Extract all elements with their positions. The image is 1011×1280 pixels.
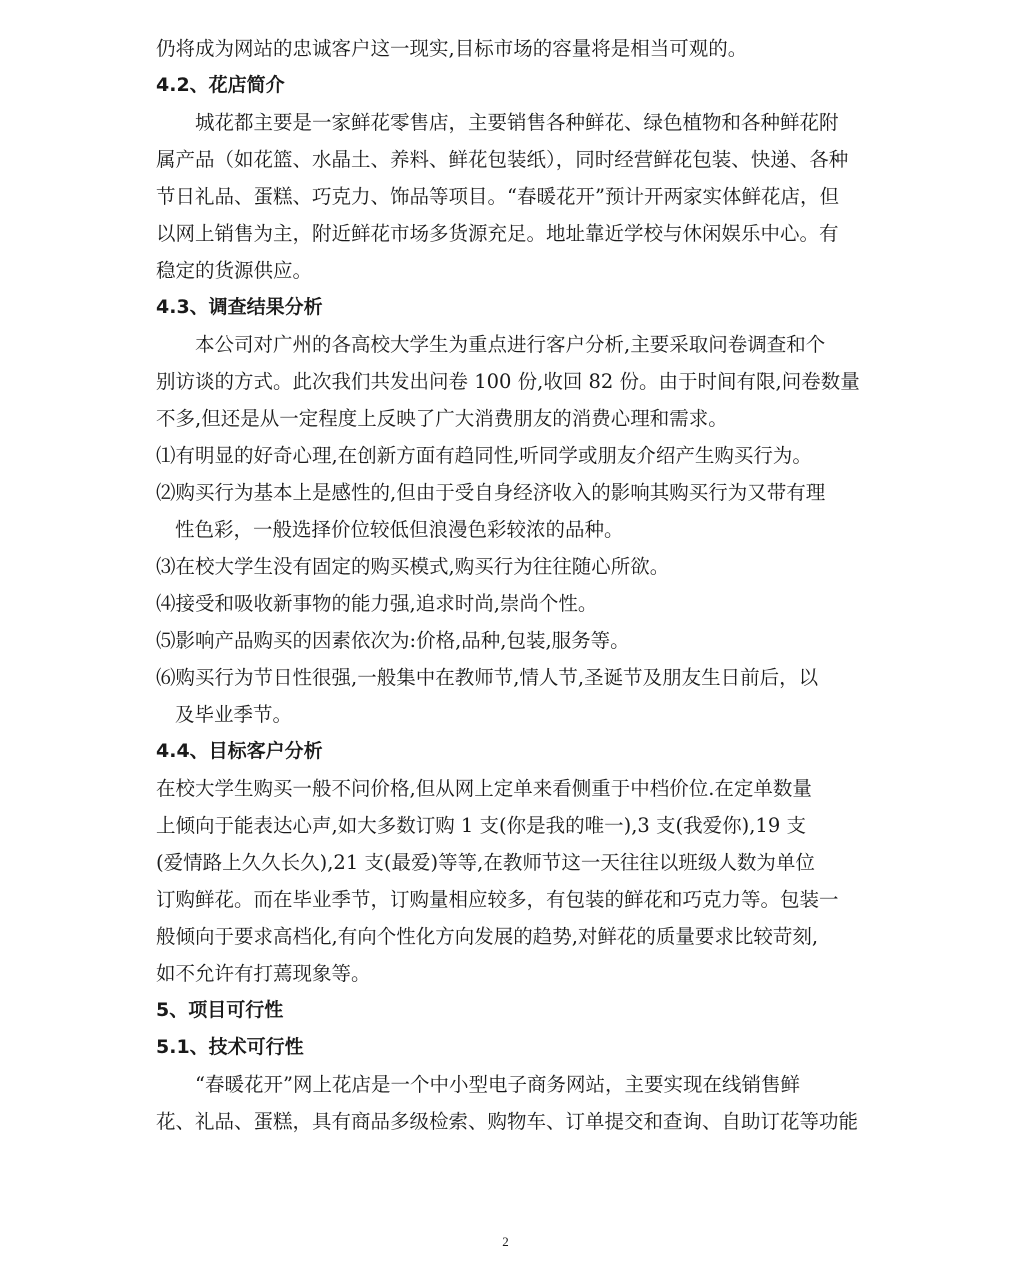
paragraph-line: 上倾向于能表达心声,如大多数订购 1 支(你是我的唯一),3 支(我爱你),19 支 — [156, 814, 806, 837]
section-heading-4-3: 4.3、调查结果分析 — [156, 296, 323, 318]
paragraph-line: 在校大学生购买一般不问价格,但从网上定单来看侧重于中档价位.在定单数量 — [156, 777, 812, 800]
paragraph-line: 属产品（如花篮、水晶土、养料、鲜花包装纸），同时经营鲜花包装、快递、各种 — [156, 148, 849, 171]
paragraph-line: 节日礼品、蛋糕、巧克力、饰品等项目。“春暖花开”预计开两家实体鲜花店，但 — [156, 185, 839, 208]
page-number: 2 — [502, 1234, 509, 1249]
list-item-continuation: 性色彩，一般选择价位较低但浪漫色彩较浓的品种。 — [175, 518, 624, 541]
paragraph-line: 别访谈的方式。此次我们共发出问卷 100 份,收回 82 份。由于时间有限,问卷数量 — [156, 370, 860, 393]
paragraph-line: (爱情路上久久长久),21 支(最爱)等等,在教师节这一天往往以班级人数为单位 — [156, 851, 815, 874]
section-heading-4-2: 4.2、花店简介 — [156, 74, 285, 96]
paragraph-line: 以网上销售为主，附近鲜花市场多货源充足。地址靠近学校与休闲娱乐中心。有 — [156, 222, 839, 245]
paragraph-line: 般倾向于要求高档化,有向个性化方向发展的趋势,对鲜花的质量要求比较苛刻, — [156, 925, 819, 948]
paragraph-line: 城花都主要是一家鲜花零售店，主要销售各种鲜花、绿色植物和各种鲜花附 — [195, 111, 839, 134]
section-heading-5-1: 5.1、技术可行性 — [156, 1036, 304, 1058]
section-heading-5: 5、项目可行性 — [156, 999, 284, 1021]
paragraph-line: 稳定的货源供应。 — [156, 259, 313, 282]
list-item: ⑵购买行为基本上是感性的,但由于受自身经济收入的影响其购买行为又带有理 — [156, 481, 826, 504]
list-item: ⑹购买行为节日性很强,一般集中在教师节,情人节,圣诞节及朋友生日前后，以 — [156, 666, 819, 689]
paragraph-line: “春暖花开”网上花店是一个中小型电子商务网站，主要实现在线销售鲜 — [195, 1073, 800, 1096]
paragraph-line: 订购鲜花。而在毕业季节，订购量相应较多，有包装的鲜花和巧克力等。包装一 — [156, 888, 839, 911]
paragraph-line: 如不允许有打蔫现象等。 — [156, 962, 371, 985]
list-item: ⑶在校大学生没有固定的购买模式,购买行为往往随心所欲。 — [156, 555, 670, 578]
paragraph-line: 仍将成为网站的忠诚客户这一现实,目标市场的容量将是相当可观的。 — [156, 37, 748, 60]
list-item: ⑴有明显的好奇心理,在创新方面有趋同性,听同学或朋友介绍产生购买行为。 — [156, 444, 812, 467]
paragraph-line: 不多,但还是从一定程度上反映了广大消费朋友的消费心理和需求。 — [156, 407, 728, 430]
list-item-continuation: 及毕业季节。 — [175, 703, 293, 726]
paragraph-line: 本公司对广州的各高校大学生为重点进行客户分析,主要采取问卷调查和个 — [195, 333, 826, 356]
list-item: ⑷接受和吸收新事物的能力强,追求时尚,崇尚个性。 — [156, 592, 598, 615]
paragraph-line: 花、礼品、蛋糕，具有商品多级检索、购物车、订单提交和查询、自助订花等功能 — [156, 1110, 859, 1133]
document-page — [156, 30, 861, 1140]
list-item: ⑸影响产品购买的因素依次为:价格,品种,包装,服务等。 — [156, 629, 630, 652]
section-heading-4-4: 4.4、目标客户分析 — [156, 740, 323, 762]
